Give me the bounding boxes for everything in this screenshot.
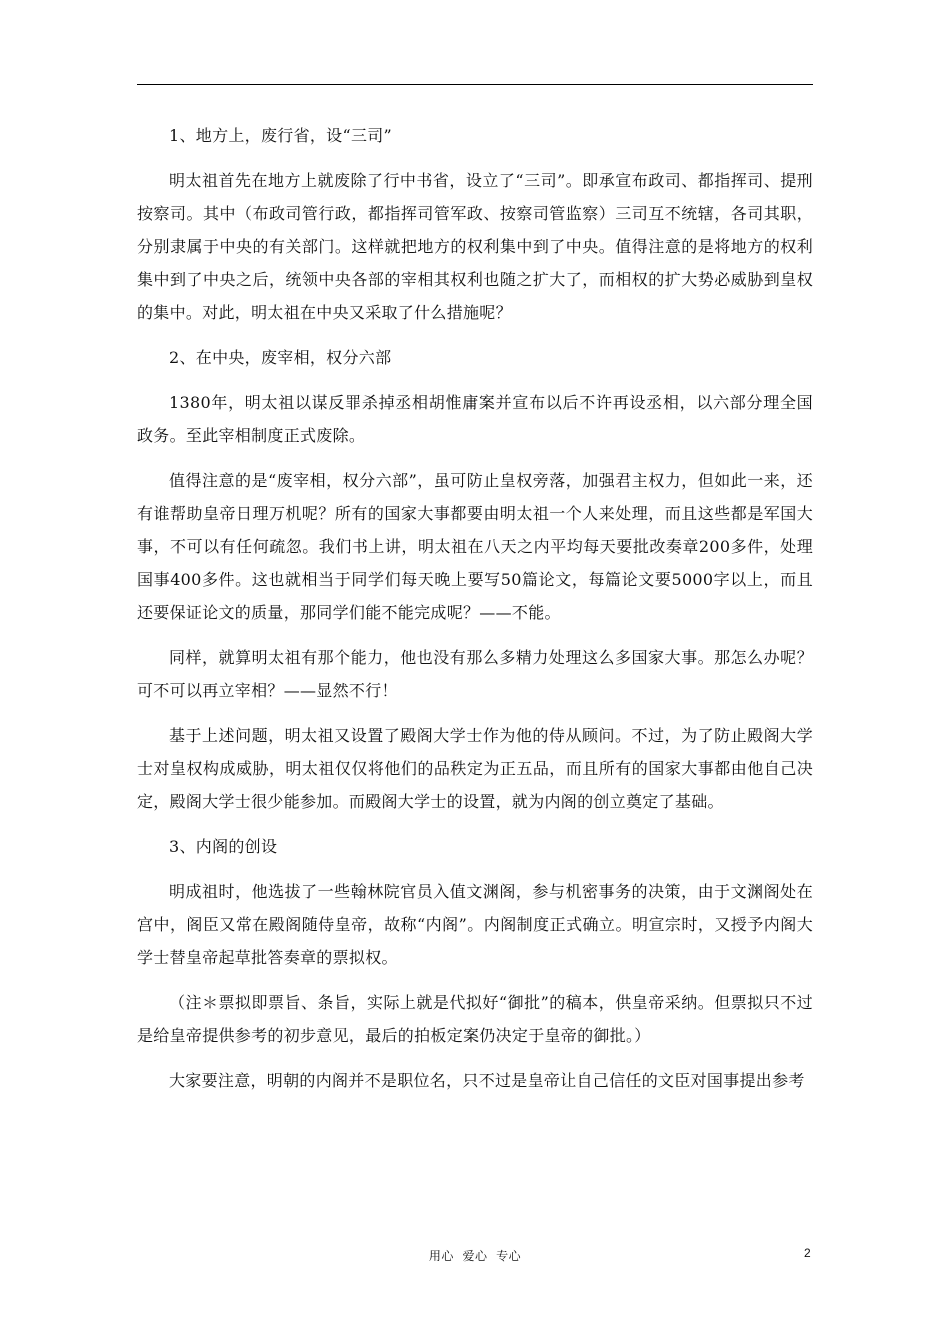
paragraph-three-offices: 明太祖首先在地方上就废除了行中书省，设立了“三司”。即承宣布政司、都指挥司、提刑按察司。其中（布政司管行政，都指挥司管军政、按察司管监察）三司互不统辖，各司其职，分别隶属于中央的有关部门。这样就把地方的权利集中到了中央。值得注意的是将地方的权利集中到了中央之后，统领中央各部的宰相其权利也随之扩大了，而相权的扩大势必威胁到皇权的集中。对此，明太祖在中央又采取了什么措施呢？ xyxy=(137,171,813,322)
page-number: 2 xyxy=(804,1246,811,1260)
page-body xyxy=(137,119,813,1109)
section-heading-grand-secretariat: 3、内阁的创设 xyxy=(169,837,278,856)
paragraph-secretariat-founding: 明成祖时，他选拔了一些翰林院官员入值文渊阁，参与机密事务的决策，由于文渊阁处在宫中，阁臣又常在殿阁随侍皇帝，故称“内阁”。内阁制度正式确立。明宣宗时，又授予内阁大学士替皇帝起草批答奏章的票拟权。 xyxy=(137,882,813,967)
paragraph-no-new-chancellor: 同样，就算明太祖有那个能力，他也没有那么多精力处理这么多国家大事。那怎么办呢？可不可以再立宰相？——显然不行！ xyxy=(137,648,813,700)
paragraph-abolish-chancellor: 1380年，明太祖以谋反罪杀掉丞相胡惟庸案并宣布以后不许再设丞相，以六部分理全国政务。至此宰相制度正式废除。 xyxy=(137,393,813,445)
footer-motto: 用心 爱心 专心 xyxy=(428,1249,522,1263)
section-heading-central-admin: 2、在中央，废宰相，权分六部 xyxy=(169,348,392,367)
header-rule xyxy=(137,84,813,85)
paragraph-grand-secretaries: 基于上述问题，明太祖又设置了殿阁大学士作为他的侍从顾问。不过，为了防止殿阁大学士对皇权构成威胁，明太祖仅仅将他们的品秩定为正五品，而且所有的国家大事都由他自己决定，殿阁大学士很少能参加。而殿阁大学士的设置，就为内阁的创立奠定了基础。 xyxy=(137,726,813,811)
paragraph-secretariat-nature: 大家要注意，明朝的内阁并不是职位名，只不过是皇帝让自己信任的文臣对国事提出参考 xyxy=(169,1071,805,1090)
paragraph-note-drafting: （注＊票拟即票旨、条旨，实际上就是代拟好“御批”的稿本，供皇帝采纳。但票拟只不过是给皇帝提供参考的初步意见，最后的拍板定案仍决定于皇帝的御批。） xyxy=(137,993,813,1045)
paragraph-workload: 值得注意的是“废宰相，权分六部”，虽可防止皇权旁落，加强君主权力，但如此一来，还有谁帮助皇帝日理万机呢？所有的国家大事都要由明太祖一个人来处理，而且这些都是军国大事，不可以有任何疏忽。我们书上讲，明太祖在八天之内平均每天要批改奏章200多件，处理国事400多件。这也就相当于同学们每天晚上要写50篇论文，每篇论文要5000字以上，而且还要保证论文的质量，那同学们能不能完成呢？——不能。 xyxy=(137,471,813,622)
section-heading-local-admin: 1、地方上，废行省，设“三司” xyxy=(169,126,393,145)
